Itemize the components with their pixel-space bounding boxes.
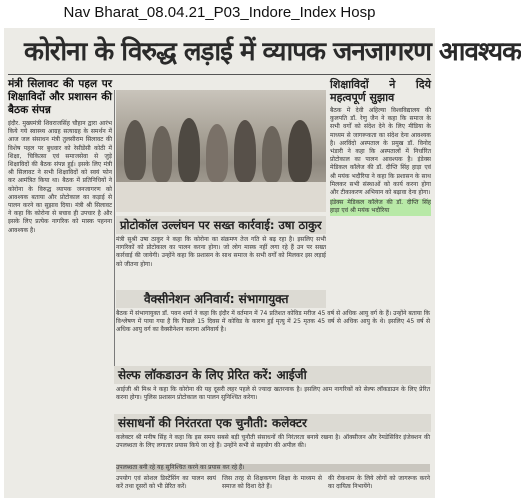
bottom1-heading: सेल्फ लॉकडाउन के लिए प्रेरित करें: आईजी <box>118 368 307 382</box>
meeting-photo <box>116 90 326 212</box>
bottom-col-b: जिस तरह से शिक्षकगण शिक्षा के माध्यम से समाज को दिशा देते हैं। <box>222 475 322 491</box>
headline-rule <box>8 74 431 75</box>
box1-body: मंत्री सुश्री उषा ठाकुर ने कहा कि कोरोना का संक्रमण तेज गति से बढ़ रहा है। इसलिए सभी नागरिकों को प्रोटोकाल का पालन करना होगा। जो लोग मास्क नहीं लगा रहे हैं उन पर सख्त कार्रवाई की जायेगी। उन्होंने कहा कि प्रशासन के साथ समाज के सभी वर्गों को मिलकर इस लड़ाई को जीतना होगा। <box>116 236 326 268</box>
box2-body: बैठक में संभागायुक्त डॉ. पवन शर्मा ने कहा कि इंदौर में वर्तमान में 74 प्रतिशत कोविड मरीज 45 वर्ष से अधिक आयु वर्ग के हैं। उन्होंने बताया कि विश्लेषण में पाया गया है कि पिछले 15 दिवस में कोविड के कारण हुई मृत्यु में 25 मृतक 45 वर्ष से अधिक आयु के थे। इसलिए 45 वर्ष से अधिक आयु वर्ग का वैक्सीनेशन कराना अनिवार्य है। <box>116 310 430 334</box>
bottom1-body: आईजी श्री मिश्र ने कहा कि कोरोना की यह दूसरी लहर पहले से ज्यादा खतरनाक है। इसलिए आम नागरिकों को सेल्फ लॉकडाउन के लिए प्रेरित करना होगा। पुलिस प्रशासन प्रोटोकाल का पालन सुनिश्चित करेगा। <box>116 386 430 402</box>
newspaper-clipping <box>4 28 521 498</box>
bottom2-body: कलेक्टर श्री मनीष सिंह ने कहा कि इस समय सबसे बड़ी चुनौती संसाधनों की निरंतरता बनाये रखना है। ऑक्सीजन और रेमडेसिविर इंजेक्शन की उपलब्धता के लिए लगातार प्रयास किये जा रहे हैं। उन्होंने सभी से सहयोग की अपील की। <box>116 434 430 450</box>
document-caption: Nav Bharat_08.04.21_P03_Indore_Index Hosp <box>0 0 439 26</box>
box2-heading: वैक्सीनेशन अनिवार्य: संभागायुक्त <box>144 292 289 306</box>
headline: कोरोना के विरुद्ध लड़ाई में व्यापक जनजागरण आवश्यक <box>24 37 521 67</box>
column-separator <box>114 90 115 366</box>
left-subhead: मंत्री सिलावट की पहल पर शिक्षाविदों और प्रशासन की बैठक संपन्न <box>8 78 112 116</box>
bottom2-heading: संसाधनों की निरंतरता एक चुनौती: कलेक्टर <box>118 416 307 430</box>
left-body: इंदौर. मुख्यमंत्री शिवराजसिंह चौहान द्वारा आरंभ किये गये स्वास्थ्य आग्रह सत्याग्रह के समर्थन में आज जल संसाधन मंत्री तुलसीराम सिलावट की विशेष पहल पर बुधवार को रेसीडेंसी कोठी में शिक्षा, चिकित्सा एवं समाजसेवा से जुड़े शिक्षाविदों की बैठक संपन्न हुई। इसके लिए मंत्री श्री सिलावट ने सभी शिक्षाविदों को स्वयं फोन कर आमंत्रित किया था। बैठक में प्रतिनिधियों ने कोरोना के विरुद्ध व्यापक जनजागरण को आवश्यक बताया और प्रोटोकाल का कड़ाई से पालन करने का सुझाव दिया। मंत्री श्री सिलावट ने कहा कि कोरोना से बचाव ही उपचार है और इसके लिए प्रत्येक नागरिक को मास्क पहनना आवश्यक है। <box>8 120 112 234</box>
bottom-strip: उपलब्धता बनी रहे यह सुनिश्चित करने का प्रयास कर रहे हैं। <box>116 464 430 472</box>
box1-heading: प्रोटोकॉल उल्लंघन पर सख्त कार्रवाई: उषा ठाकुर <box>120 218 322 232</box>
bottom-col-a: उपयोग एवं सोशल डिस्टेंसिंग का पालन स्वयं करें तथा दूसरों को भी प्रेरित करें। <box>116 475 216 491</box>
bottom-col-c: की रोकथाम के लिये लोगों को जागरूक करने का दायित्व निभायेंगे। <box>328 475 430 491</box>
left-column <box>8 78 112 496</box>
highlighted-name: इंडेक्स मेडिकल कॉलेज की डॉ. दीप्ति सिंह हाड़ा एवं श्री मयंक भदौरिया <box>330 199 431 215</box>
right-heading: शिक्षाविदों ने दिये महत्वपूर्ण सुझाव <box>330 78 431 104</box>
right-body: बैठक में देवी अहिल्या विश्वविद्यालय की कुलपति डॉ. रेणु जैन ने कहा कि समाज के सभी वर्गों को संदेश देने के लिए मीडिया के माध्यम से जागरूकता का संदेश देना आवश्यक है। अरविंदो अस्पताल के प्रमुख डॉ. विनोद भंडारी ने कहा कि अस्पतालों में निर्धारित प्रोटोकाल का पालन आवश्यक है। इंडेक्स मेडिकल कॉलेज की डॉ. दीप्ति सिंह हाड़ा एवं श्री मयंक भदौरिया ने कहा कि प्रशासन के साथ मिलकर सभी संस्थाओं को कार्य करना होगा और टीकाकरण अभियान को बढ़ावा देना होगा। <box>330 107 431 197</box>
